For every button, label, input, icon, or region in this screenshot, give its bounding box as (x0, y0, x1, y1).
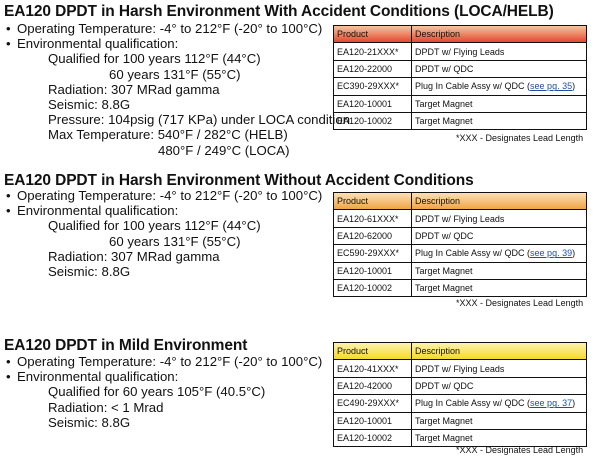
spec-line (6, 67, 350, 82)
spec-text: Operating Temperature: -4° to 212°F (-20° to 100°C) (17, 21, 323, 36)
table-row (334, 245, 587, 262)
spec-text: Pressure: 104psig (717 KPa) under LOCA condition (48, 112, 351, 128)
spec-line (6, 354, 322, 369)
bullet-icon: • (6, 354, 11, 369)
spec-line (6, 143, 350, 158)
spec-line (6, 249, 322, 264)
description-cell (412, 377, 587, 394)
spec-text: Operating Temperature: -4° to 212°F (-20° to 100°C) (17, 188, 323, 203)
product-cell: EA120-10001 (334, 262, 412, 279)
page-reference-link[interactable]: see pg. 39 (530, 248, 573, 259)
description-text: DPDT w/ Flying Leads (415, 213, 505, 224)
lead-length-note: *XXX - Designates Lead Length (456, 133, 584, 143)
table-row (334, 78, 587, 95)
spec-line (6, 36, 350, 51)
table-row (334, 43, 587, 60)
spec-list (6, 21, 350, 158)
bullet-icon: • (6, 21, 11, 36)
spec-text: Radiation: 307 MRad gamma (48, 248, 220, 264)
description-cell (412, 43, 587, 60)
description-text: Target Magnet (415, 265, 473, 276)
product-cell: EA120-10002 (334, 112, 412, 129)
column-header-product: Product (334, 193, 412, 210)
spec-line (6, 264, 322, 279)
spec-text: Qualified for 60 years 105°F (40.5°C) (48, 384, 266, 400)
column-header-product: Product (334, 26, 412, 43)
description-cell (412, 227, 587, 244)
description-cell (412, 210, 587, 227)
column-header-description: Description (412, 26, 587, 43)
column-header-product: Product (334, 343, 412, 360)
spec-text: Environmental qualification: (17, 36, 179, 52)
table-row (334, 279, 587, 296)
spec-line (6, 51, 350, 66)
spec-text: Radiation: < 1 Mrad (48, 399, 164, 415)
spec-text: Environmental qualification: (17, 203, 179, 219)
description-cell (412, 360, 587, 377)
page-reference-link[interactable]: see pg. 35 (530, 81, 573, 92)
description-text: Plug In Cable Assy w/ QDC ( (415, 248, 531, 259)
product-cell: EA120-10002 (334, 429, 412, 446)
description-text: DPDT w/ Flying Leads (415, 363, 505, 374)
spec-line (6, 234, 322, 249)
spec-text: Seismic: 8.8G (48, 96, 131, 112)
section-title: EA120 DPDT in Harsh Environment With Accident Conditions (LOCA/HELB) (4, 3, 554, 20)
spec-line (6, 203, 322, 218)
spec-line (6, 218, 322, 233)
table-row (334, 377, 587, 394)
description-cell (412, 395, 587, 412)
spec-list (6, 188, 322, 279)
spec-line (6, 188, 322, 203)
product-table (333, 192, 587, 297)
bullet-icon: • (6, 203, 11, 219)
lead-length-note: *XXX - Designates Lead Length (456, 445, 584, 455)
spec-text: Operating Temperature: -4° to 212°F (-20° to 100°C) (17, 354, 323, 369)
product-table (333, 25, 587, 130)
lead-length-note: *XXX - Designates Lead Length (456, 298, 584, 308)
product-table (333, 342, 587, 447)
section-title: EA120 DPDT in Harsh Environment Without Accident Conditions (4, 172, 474, 189)
spec-text: 60 years 131°F (55°C) (109, 233, 241, 249)
description-cell (412, 412, 587, 429)
description-text: Target Magnet (415, 116, 473, 127)
product-cell: EA120-62000 (334, 227, 412, 244)
product-cell: EA120-22000 (334, 60, 412, 77)
description-cell (412, 112, 587, 129)
product-cell: EA120-61XXX* (334, 210, 412, 227)
spec-text: 480°F / 249°C (LOCA) (158, 142, 290, 158)
description-text: Target Magnet (415, 433, 473, 444)
spec-text: Radiation: 307 MRad gamma (48, 81, 220, 97)
spec-line (6, 112, 350, 127)
description-cell (412, 95, 587, 112)
bullet-icon: • (6, 369, 11, 385)
spec-text: Environmental qualification: (17, 369, 179, 385)
table-row (334, 227, 587, 244)
table-header-row (334, 343, 587, 360)
table-row (334, 112, 587, 129)
product-cell: EA120-10002 (334, 279, 412, 296)
product-cell: EA120-10001 (334, 95, 412, 112)
description-text: Target Magnet (415, 98, 473, 109)
description-text: Target Magnet (415, 283, 473, 294)
description-text: DPDT w/ QDC (415, 63, 474, 74)
spec-line (6, 415, 322, 430)
closing-paren: ) (572, 248, 576, 259)
spec-text: Qualified for 100 years 112°F (44°C) (48, 218, 261, 234)
product-cell: EC490-29XXX* (334, 395, 412, 412)
description-text: DPDT w/ QDC (415, 230, 474, 241)
description-cell (412, 262, 587, 279)
table-row (334, 95, 587, 112)
table-row (334, 395, 587, 412)
product-cell: EC590-29XXX* (334, 245, 412, 262)
bullet-icon: • (6, 188, 11, 203)
description-cell (412, 279, 587, 296)
spec-text: Seismic: 8.8G (48, 414, 131, 430)
page-reference-link[interactable]: see pg. 37 (530, 398, 573, 409)
description-cell (412, 60, 587, 77)
spec-list (6, 354, 322, 430)
spec-line (6, 21, 350, 36)
description-cell (412, 78, 587, 95)
table-row (334, 412, 587, 429)
spec-text: Qualified for 100 years 112°F (44°C) (48, 51, 261, 67)
spec-line (6, 82, 350, 97)
description-text: DPDT w/ QDC (415, 380, 474, 391)
closing-paren: ) (572, 81, 576, 92)
table-header-row (334, 26, 587, 43)
bullet-icon: • (6, 36, 11, 52)
section-title: EA120 DPDT in Mild Environment (4, 337, 248, 354)
spec-text: 60 years 131°F (55°C) (109, 66, 241, 82)
table-header-row (334, 193, 587, 210)
product-cell: EA120-10001 (334, 412, 412, 429)
spec-text: Max Temperature: 540°F / 282°C (HELB) (48, 127, 288, 143)
spec-line (6, 127, 350, 142)
description-text: DPDT w/ Flying Leads (415, 46, 505, 57)
product-cell: EC390-29XXX* (334, 78, 412, 95)
description-text: Plug In Cable Assy w/ QDC ( (415, 81, 531, 92)
table-row (334, 360, 587, 377)
spec-line (6, 384, 322, 399)
spec-text: Seismic: 8.8G (48, 263, 131, 279)
spec-line (6, 97, 350, 112)
table-row (334, 210, 587, 227)
product-cell: EA120-21XXX* (334, 43, 412, 60)
table-row (334, 60, 587, 77)
product-cell: EA120-41XXX* (334, 360, 412, 377)
description-cell (412, 245, 587, 262)
description-text: Plug In Cable Assy w/ QDC ( (415, 398, 531, 409)
closing-paren: ) (572, 398, 576, 409)
spec-line (6, 400, 322, 415)
product-cell: EA120-42000 (334, 377, 412, 394)
table-row (334, 262, 587, 279)
spec-line (6, 369, 322, 384)
column-header-description: Description (412, 343, 587, 360)
column-header-description: Description (412, 193, 587, 210)
description-text: Target Magnet (415, 415, 473, 426)
